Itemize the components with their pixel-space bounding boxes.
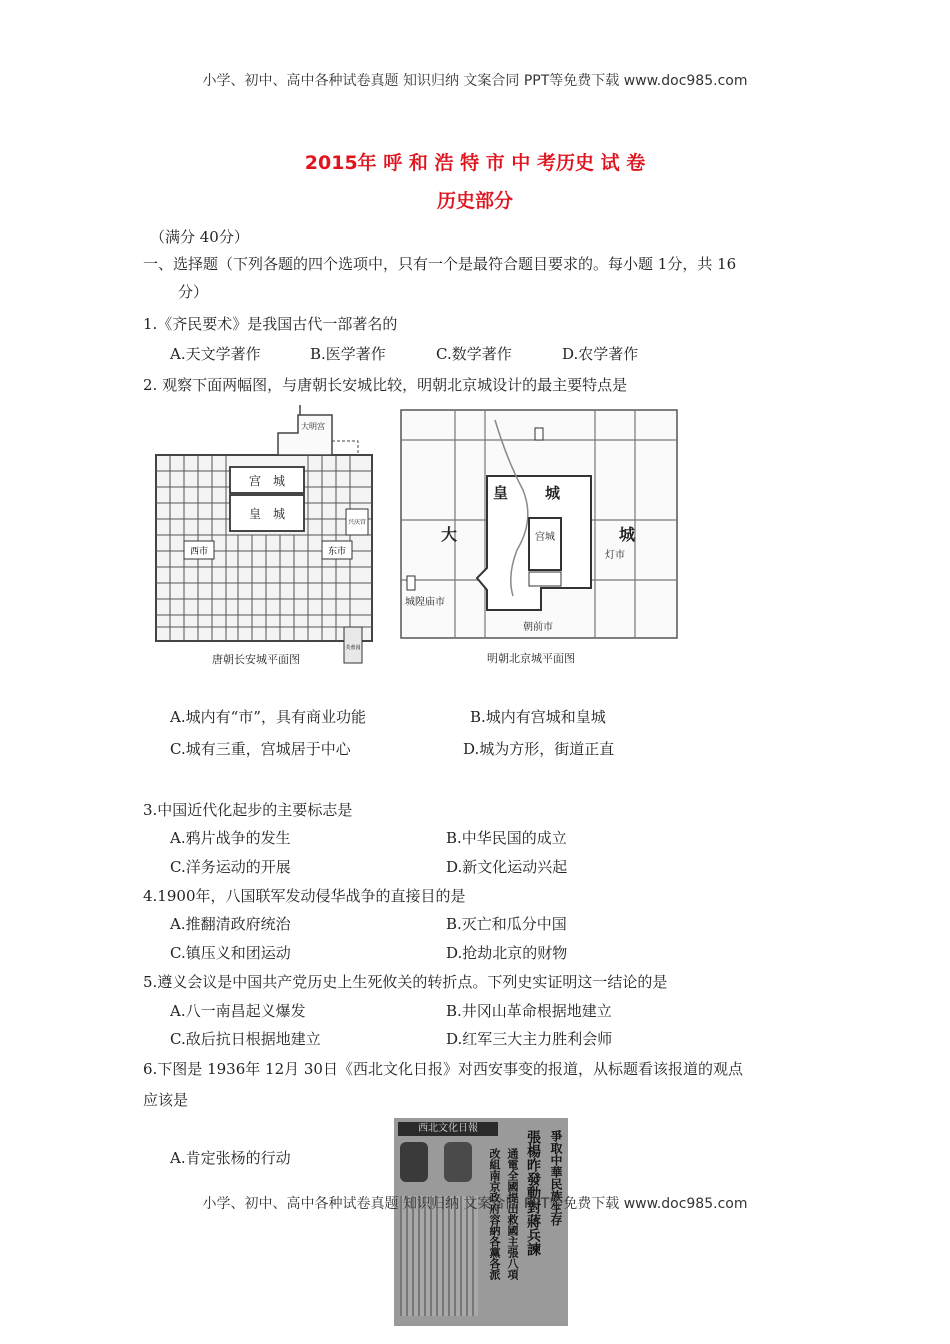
- q4-option-c[interactable]: C.镇压义和团运动: [170, 944, 291, 962]
- tang-furong-label: 芙蓉园: [345, 645, 361, 651]
- ming-gongcheng-label: 宫城: [535, 532, 555, 543]
- q4-option-b[interactable]: B.灭亡和瓜分中国: [446, 915, 567, 933]
- question-3: 3.中国近代化起步的主要标志是: [143, 801, 353, 819]
- q4-option-a[interactable]: A.推翻清政府统治: [170, 915, 291, 933]
- q3-option-a[interactable]: A.鸦片战争的发生: [170, 829, 291, 847]
- q3-option-b[interactable]: B.中华民国的成立: [446, 829, 567, 847]
- ming-chenghuang-label: 城隍庙市: [405, 597, 445, 608]
- q2-option-c[interactable]: C.城有三重，宫城居于中心: [170, 740, 351, 758]
- ming-chaoqian-label: 朝前市: [523, 622, 553, 633]
- q5-option-b[interactable]: B.井冈山革命根据地建立: [446, 1002, 612, 1020]
- q4-option-d[interactable]: D.抢劫北京的财物: [446, 944, 568, 962]
- q6-option-a[interactable]: A.肯定张杨的行动: [170, 1149, 291, 1167]
- newspaper-headline-1: 爭取中華民族生存: [549, 1130, 563, 1226]
- q1-option-b[interactable]: B.医学著作: [310, 345, 386, 363]
- newspaper-headline-2: 張楊昨發動對蔣兵諫: [525, 1130, 541, 1256]
- newspaper-image: [394, 1118, 568, 1326]
- question-1: 1.《齐民要术》是我国古代一部著名的: [143, 315, 398, 333]
- page-header: 小学、初中、高中各种试卷真题 知识归纳 文案合同 PPT等免费下载 www.doc985.com: [202, 73, 748, 89]
- q2-option-b[interactable]: B.城内有宫城和皇城: [470, 708, 606, 726]
- ming-map-caption: 明朝北京城平面图: [487, 652, 575, 665]
- newspaper-headline-3: 通電全國提出救國主張八項: [506, 1148, 519, 1280]
- tang-changan-map: [148, 405, 384, 677]
- q5-option-a[interactable]: A.八一南昌起义爆发: [170, 1002, 306, 1020]
- ming-huang-label: 皇: [493, 484, 509, 502]
- question-6: 6.下图是 1936年 12月 30日《西北文化日报》对西安事变的报道，从标题看该报道的观点: [143, 1060, 743, 1078]
- portrait-yang: [444, 1142, 472, 1182]
- ming-cheng1-label: 城: [545, 484, 561, 502]
- tang-gongcheng-label: 宫 城: [248, 474, 286, 488]
- q3-option-c[interactable]: C.洋务运动的开展: [170, 858, 291, 876]
- tang-xingqing-label: 兴庆宫: [347, 519, 367, 526]
- section-heading: 一、选择题（下列各题的四个选项中，只有一个是最符合题目要求的。每小题 1分，共 16: [143, 255, 737, 273]
- q2-option-a[interactable]: A.城内有“市”，具有商业功能: [170, 708, 366, 726]
- q5-option-d[interactable]: D.红军三大主力胜利会师: [446, 1030, 613, 1048]
- section-heading-cont: 分）: [178, 283, 209, 301]
- q1-option-d[interactable]: D.农学著作: [562, 345, 639, 363]
- question-5: 5.遵义会议是中国共产党历史上生死攸关的转折点。下列史实证明这一结论的是: [143, 973, 668, 991]
- tang-huangcheng-label: 皇 城: [248, 507, 286, 521]
- tang-dongshi-label: 东市: [327, 547, 347, 557]
- q1-option-a[interactable]: A.天文学著作: [170, 345, 261, 363]
- newspaper-masthead: 西北文化日報: [398, 1122, 498, 1136]
- question-6-cont: 应该是: [143, 1091, 189, 1109]
- page-subtitle: 历史部分: [436, 190, 513, 212]
- newspaper-headline-4: 改組南京政府容納各黨各派: [488, 1148, 501, 1280]
- score-note: （满分 40分）: [150, 228, 249, 246]
- q1-option-c[interactable]: C.数学著作: [436, 345, 512, 363]
- ming-dengshi-label: 灯市: [605, 550, 625, 561]
- ming-da-label: 大: [441, 525, 458, 544]
- q3-option-d[interactable]: D.新文化运动兴起: [446, 858, 568, 876]
- question-2: 2. 观察下面两幅图，与唐朝长安城比较，明朝北京城设计的最主要特点是: [143, 376, 628, 394]
- tang-xishi-label: 西市: [189, 547, 209, 557]
- page-title: 2015年 呼 和 浩 特 市 中 考历史 试 卷: [304, 152, 646, 174]
- tang-map-caption: 唐朝长安城平面图: [212, 653, 300, 666]
- daming-label: 大明宫: [301, 422, 325, 431]
- q5-option-c[interactable]: C.敌后抗日根据地建立: [170, 1030, 321, 1048]
- ming-cheng2-label: 城: [619, 525, 636, 544]
- page-footer: 小学、初中、高中各种试卷真题 知识归纳 文案合同 PPT等免费下载 www.doc985.com: [202, 1196, 748, 1212]
- q2-option-d[interactable]: D.城为方形，街道正直: [463, 740, 615, 758]
- question-4: 4.1900年，八国联军发动侵华战争的直接目的是: [143, 887, 466, 905]
- ming-beijing-map: [395, 400, 685, 672]
- newspaper-body-text: [400, 1196, 478, 1316]
- portrait-zhang: [400, 1142, 428, 1182]
